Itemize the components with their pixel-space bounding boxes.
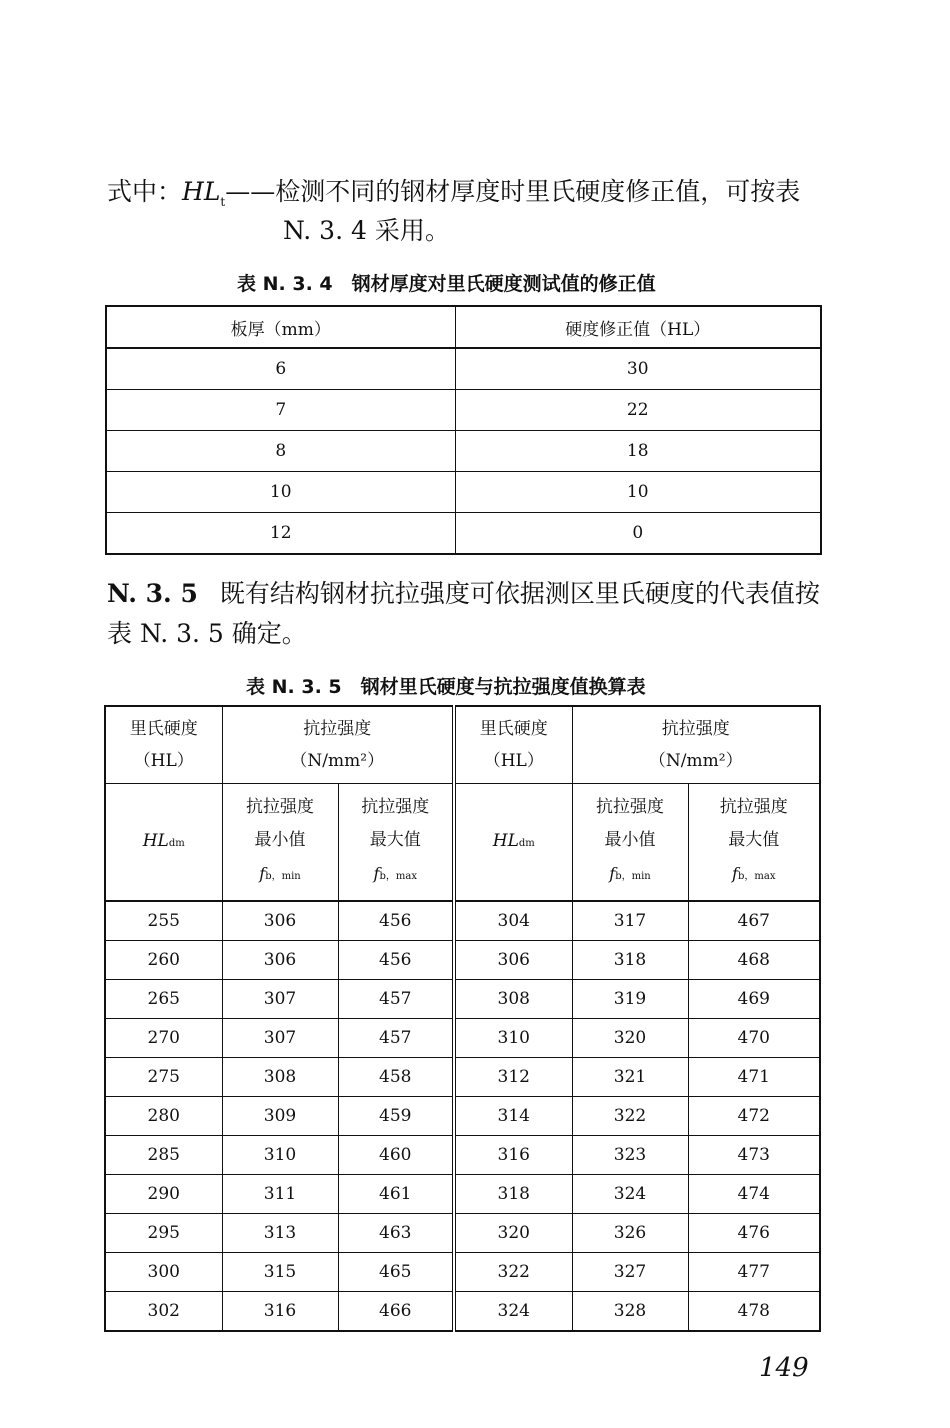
cell-hl-right: 316 [454,1136,572,1175]
table2-header-row-2 [105,784,820,902]
table-row [106,431,821,472]
header-min-right: 抗拉强度 最小值 fb，min [572,784,688,902]
cell-fmax-right: 471 [688,1058,820,1097]
cell-fmin-right: 320 [572,1019,688,1058]
cell-fmax-left: 457 [338,980,454,1019]
cell-fmin-left: 307 [222,1019,338,1058]
header-strength-left: 抗拉强度 （N/mm²） [222,706,454,784]
cell-hl-right: 304 [454,901,572,941]
cell-fmax-left: 459 [338,1097,454,1136]
section-text: 既有结构钢材抗拉强度可依据测区里氏硬度的代表值按 [219,579,820,608]
cell-fmin-right: 318 [572,941,688,980]
cell-fmin-right: 324 [572,1175,688,1214]
cell-hl-left: 265 [105,980,222,1019]
cell-fmax-left: 456 [338,901,454,941]
intro-symbol-sub: t [220,195,226,209]
cell-fmin-right: 326 [572,1214,688,1253]
cell-correction: 0 [632,523,644,543]
header-hardness-left: 里氏硬度 （HL） [105,706,222,784]
table1-caption: 表 N. 3. 4 钢材厚度对里氏硬度测试值的修正值 [237,273,656,295]
cell-hl-left: 260 [105,941,222,980]
table-row [105,980,820,1019]
intro-symbol: HL [182,177,221,206]
cell-fmin-right: 319 [572,980,688,1019]
cell-hl-left: 290 [105,1175,222,1214]
section-line-2: 表 N. 3. 5 确定。 [107,619,307,648]
cell-hl-left: 270 [105,1019,222,1058]
cell-fmin-left: 315 [222,1253,338,1292]
cell-fmin-left: 308 [222,1058,338,1097]
intro-prefix: 式中： [107,177,183,206]
cell-hl-right: 308 [454,980,572,1019]
cell-fmin-right: 322 [572,1097,688,1136]
cell-hl-right: 306 [454,941,572,980]
cell-fmax-left: 456 [338,941,454,980]
cell-thickness: 12 [106,513,455,555]
table-row [105,1019,820,1058]
header-max-left: 抗拉强度 最大值 fb，max [338,784,454,902]
cell-fmax-right: 468 [688,941,820,980]
section-line-1 [107,579,820,609]
table-row [105,901,820,941]
cell-correction: 30 [455,348,821,390]
cell-fmax-right: 477 [688,1253,820,1292]
cell-hl-right: 322 [454,1253,572,1292]
cell-hl-left: 295 [105,1214,222,1253]
cell-fmin-right: 323 [572,1136,688,1175]
header-hardness-right: 里氏硬度 （HL） [454,706,572,784]
cell-hl-left: 255 [105,901,222,941]
cell-fmin-right: 317 [572,901,688,941]
cell-thickness: 7 [106,390,455,431]
cell-fmax-left: 457 [338,1019,454,1058]
cell-fmin-left: 306 [222,901,338,941]
cell-hl-right: 318 [454,1175,572,1214]
cell-hl-left: 302 [105,1292,222,1332]
table1-header-row [106,306,821,348]
header-hldm-left: HLdm [105,784,222,902]
cell-hl-right: 310 [454,1019,572,1058]
cell-fmax-right: 474 [688,1175,820,1214]
cell-fmax-right: 473 [688,1136,820,1175]
cell-fmin-right: 328 [572,1292,688,1332]
cell-hl-left: 285 [105,1136,222,1175]
cell-hl-left: 275 [105,1058,222,1097]
cell-correction: 22 [455,390,821,431]
cell-fmin-right: 327 [572,1253,688,1292]
table-row [105,941,820,980]
intro-line-1 [107,177,800,217]
cell-fmin-right: 321 [572,1058,688,1097]
header-correction: 硬度修正值（HL） [455,306,821,348]
cell-fmin-left: 313 [222,1214,338,1253]
cell-fmax-right: 469 [688,980,820,1019]
section-number: N. 3. 5 [107,579,198,608]
header-min-left: 抗拉强度 最小值 fb，min [222,784,338,902]
table-row [105,1097,820,1136]
cell-fmax-right: 476 [688,1214,820,1253]
cell-hl-right: 314 [454,1097,572,1136]
cell-thickness: 10 [106,472,455,513]
cell-hl-right: 320 [454,1214,572,1253]
table-row [105,1214,820,1253]
cell-fmax-right: 472 [688,1097,820,1136]
table-row [106,472,821,513]
intro-line-2: N. 3. 4 采用。 [283,216,450,245]
cell-fmax-right: 467 [688,901,820,941]
header-thickness: 板厚（mm） [106,306,455,348]
cell-fmin-left: 310 [222,1136,338,1175]
table-row [105,1058,820,1097]
cell-fmax-left: 465 [338,1253,454,1292]
table-n-3-4 [105,305,822,555]
header-max-right: 抗拉强度 最大值 fb，max [688,784,820,902]
cell-thickness: 8 [106,431,455,472]
cell-fmax-left: 466 [338,1292,454,1332]
cell-hl-left: 300 [105,1253,222,1292]
cell-hl-left: 280 [105,1097,222,1136]
cell-correction: 18 [455,431,821,472]
table-row [106,390,821,431]
cell-fmin-left: 316 [222,1292,338,1332]
page-number: 149 [759,1353,809,1383]
cell-fmax-left: 458 [338,1058,454,1097]
table-row [105,1175,820,1214]
cell-thickness: 6 [106,348,455,390]
cell-hl-right: 324 [454,1292,572,1332]
cell-fmin-left: 311 [222,1175,338,1214]
cell-fmax-left: 463 [338,1214,454,1253]
intro-text: ——检测不同的钢材厚度时里氏硬度修正值，可按表 [225,177,801,206]
table-row [105,1292,820,1332]
table-row [106,513,821,555]
table-row [105,1136,820,1175]
cell-fmin-left: 307 [222,980,338,1019]
cell-fmin-left: 309 [222,1097,338,1136]
cell-fmax-left: 460 [338,1136,454,1175]
header-hldm-right: HLdm [454,784,572,902]
cell-fmax-right: 478 [688,1292,820,1332]
table-n-3-5 [104,705,821,1332]
cell-fmin-left: 306 [222,941,338,980]
cell-hl-right: 312 [454,1058,572,1097]
cell-correction: 10 [455,472,821,513]
table2-caption: 表 N. 3. 5 钢材里氏硬度与抗拉强度值换算表 [246,676,646,698]
table-row [106,348,821,390]
table-row [105,1253,820,1292]
cell-fmax-right: 470 [688,1019,820,1058]
table2-header-row-1 [105,706,820,784]
cell-fmax-left: 461 [338,1175,454,1214]
header-strength-right: 抗拉强度 （N/mm²） [572,706,820,784]
